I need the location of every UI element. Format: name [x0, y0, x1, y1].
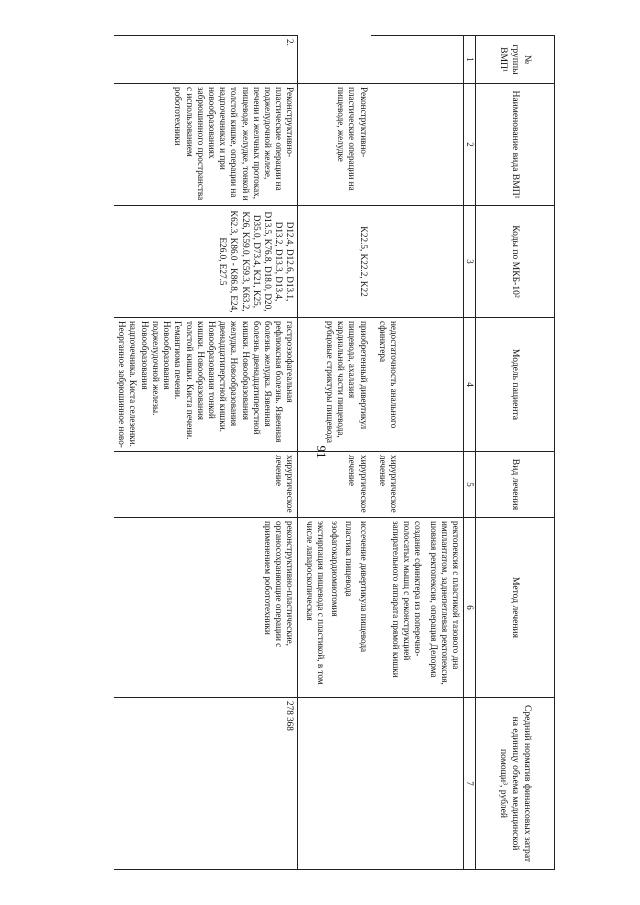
group-number-cell: 2. [114, 36, 298, 84]
method-item: эзофагокардиомиотомия [330, 521, 341, 617]
treatment-type-cell: хирургическое лечение [114, 452, 298, 518]
table-row [114, 36, 298, 870]
header-treatment-type: Вид лечения [476, 452, 555, 518]
table-row [298, 36, 371, 870]
vmp-name-cell: Реконструктивно-пластические операции на поджелудочной железе, печени и желчных протоках, пищеводе, желудке, тонкой и толстой кишке, операции на надпочечниках и при новообразованиях забрюшинного пространства с использованием робототехники [114, 84, 298, 206]
column-number: 6 [464, 518, 476, 698]
sphincter-model-text: недостаточность анального сфинктера [377, 321, 400, 429]
continuation-method-text: ректопексия с пластикой тазового дна имплантатом, заднепетлевая ректопексия, шовная ректопексия, операция Делорма [428, 521, 462, 685]
method-item: экстирпация пищевода с пластикой, в том числе лапароскопическая [304, 521, 326, 685]
treatment-method-cell: реконструктивно-пластические, органосохраняющие операции с применением робототехники [114, 518, 298, 698]
header-patient-model: Модель пациента [476, 318, 555, 452]
column-number: 7 [464, 698, 476, 870]
column-number: 5 [464, 452, 476, 518]
treatment-method-cell [371, 518, 464, 698]
icd-codes-cell: D12.4, D12.6, D13.1, D13.2, D13.3, D13.4, D13.5, K76.8, D18.0, D20, D35.0, D73.4, K21, K25, K26, K59.0, K59.3, K63.2, K62.3, K86.0 - K86.8, E24, E26.0, E27.5 [114, 206, 298, 318]
column-number: 3 [464, 206, 476, 318]
column-number: 2 [464, 84, 476, 206]
cost-cell: 278 368 [114, 698, 298, 870]
header-treatment-method: Метод лечения [476, 518, 555, 698]
patient-model-cell: приобретенный дивертикул пищевода, ахалазия кардиальной части пищевода, рубцовые стриктуры пищевода [298, 318, 371, 452]
table-header-row [476, 36, 555, 870]
sphincter-treatment-text: хирургическое лечение [377, 455, 400, 513]
header-cost-standard: Средний норматив финансовых затрат на единицу объема медицинской помощи³, рублей [476, 698, 555, 870]
header-icd-codes: Коды по МКБ-10² [476, 206, 555, 318]
patient-model-cell: гастроэзофагеальная рефлюксная болезнь. Язвенная болезнь желудка. Язвенная болезнь двенадцатиперстной кишки. Новообразования желудка. Новообразования двенадцатиперстной кишки. Новообразования тонкой кишки. Новообразования толстой кишки. Киста печени. Гемангиома печени. Новообразования поджелудочной железы. Новообразования надпочечника. Киста селезенки. Неорганное забрюшинное ново- [114, 318, 298, 452]
header-group-number: № группы ВМП¹ [476, 36, 555, 84]
treatment-method-cell [298, 518, 371, 698]
method-item: пластика пищевода [344, 521, 355, 597]
vmp-table [114, 35, 555, 870]
method-item: иссечение дивертикула пищевода [358, 521, 369, 653]
sphincter-method-text: создание сфинктера из поперечно-полосатых мышц с реконструкцией запирательного аппарата прямой кишки [390, 521, 424, 678]
vmp-table-sheet [85, 35, 555, 869]
icd-codes-cell: K22.5, K22.2, K22 [298, 206, 371, 318]
patient-model-cell [371, 318, 464, 452]
header-vmp-name: Наименование вида ВМП¹ [476, 84, 555, 206]
page-number: 91 [314, 445, 329, 459]
treatment-type-cell [371, 452, 464, 518]
column-number: 1 [464, 36, 476, 84]
column-number-row [464, 36, 476, 870]
treatment-type-cell: хирургическое лечение [298, 452, 371, 518]
vmp-name-cell: Реконструктивно-пластические операции на пищеводе, желудке [298, 84, 371, 206]
table-row [371, 36, 464, 870]
column-number: 4 [464, 318, 476, 452]
